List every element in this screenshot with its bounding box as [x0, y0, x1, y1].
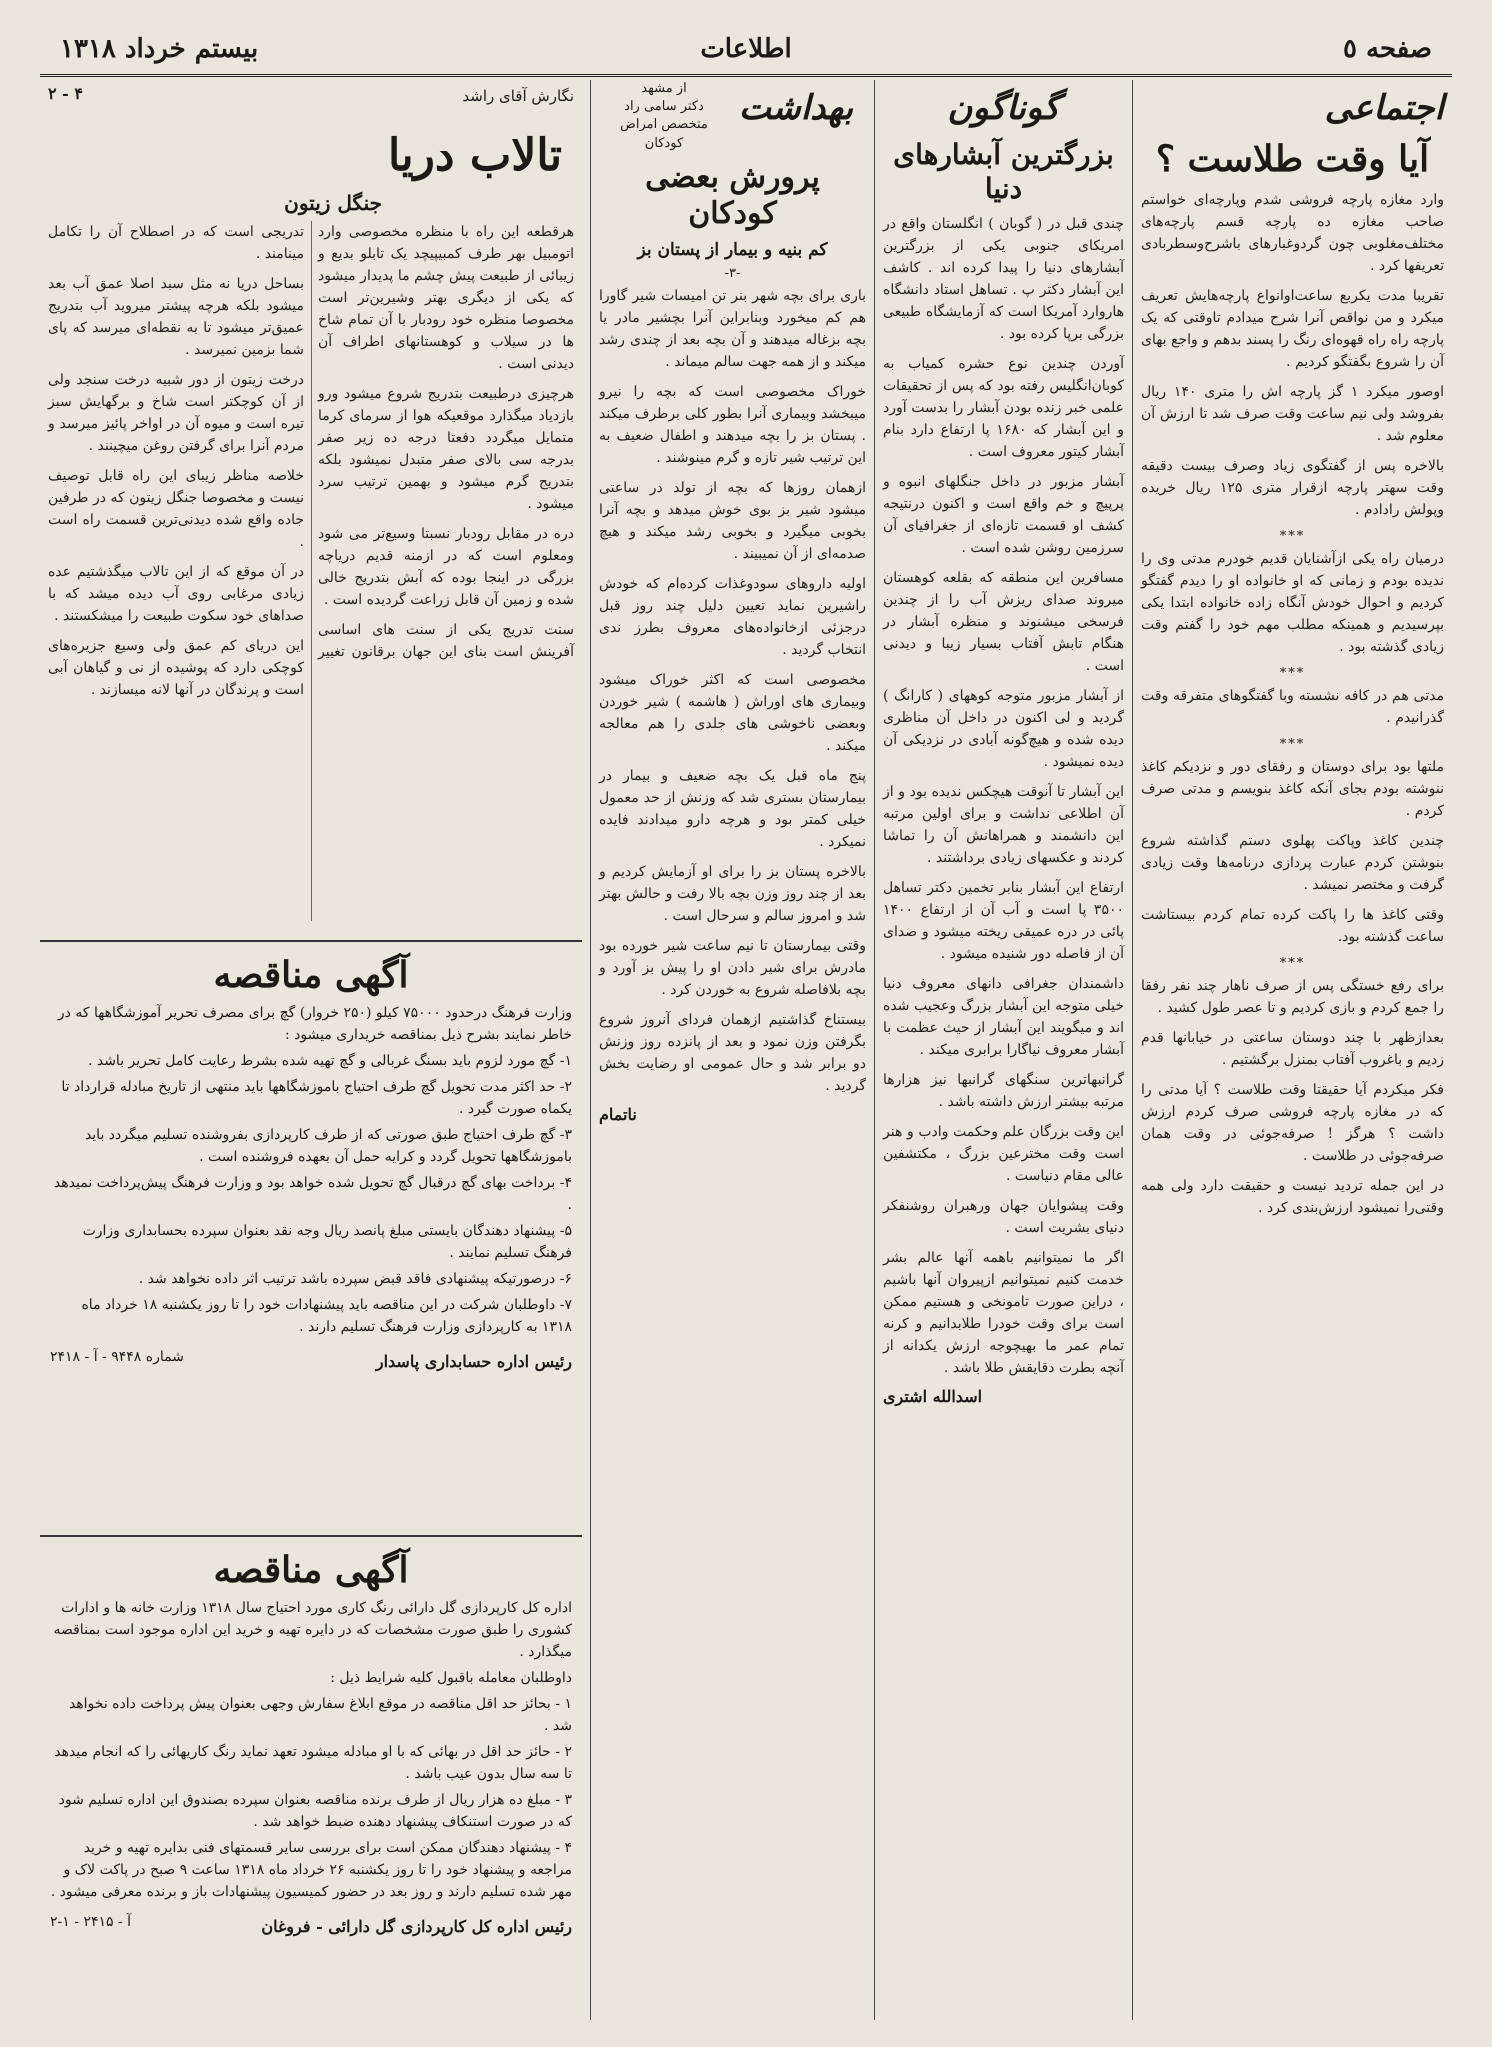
ad-footer [50, 1911, 572, 1937]
paragraph: بعدازظهر با چند دوستان ساعتی در خیابانها قدم زدیم و باغروب آفتاب بمنزل برگشتیم . [1141, 1030, 1444, 1069]
ad-items [50, 1667, 572, 1903]
ad-clause: ۵- پیشنهاد دهندگان بایستی مبلغ پانصد ریال وجه نقد بعنوان سپرده بحسابداری وزارت فرهنگ تسلیم نمایند . [82, 1223, 572, 1261]
ad-clause: ۲ - حائز حد اقل در بهائی که با او مبادله میشود تعهد نماید رنگ کاریهائی را که انجام میدهد تا سه سال بدون عیب باشد . [54, 1744, 572, 1782]
byline-title: متخصص امراض کودکان [620, 117, 708, 151]
ad-clause: ۱ - بحائز حد اقل مناقصه در موقع ابلاغ سفارش وجهی بعنوان پیش پرداخت داده نخواهد شد . [68, 1696, 572, 1734]
paragraph: اگر ما نمیتوانیم باهمه آنها عالم بشر خدمت کنیم نمیتوانیم ازپیروان آنها باشیم ، دراین صورت تامونخی و هستیم ممکن است برای وقت خودرا طلابدانیم و کرنه تمام عمر ما بهیچوجه ارزش یکدانه از آنچه بطرت دقایقش طلا باشد . [883, 1250, 1124, 1377]
ad-clause: ۳- گچ طرف احتیاج طبق صورتی که از طرف کارپردازی بفروشنده تسلیم میگردد باید باموزشگاهها تحویل گردد و کرایه حمل آن بعهده فروشنده است . [84, 1127, 572, 1165]
ad-clause: ۷- داوطلبان شرکت در این مناقصه باید پیشنهادات خود را تا روز یکشنبه ۱۸ خرداد ماه ۱۳۱۸ به کارپردازی وزارت فرهنگ تسلیم دارند . [81, 1297, 572, 1335]
paragraph: وقتی بیمارستان تا نیم ساعت شیر خورده بود مادرش برای شیر دادن او را پیش بز آورد و بچه بلافاصله شروع به خوردن کرد . [599, 938, 866, 998]
paragraph: دره در مقابل رودبار نسبتا وسیع‌تر می شود ومعلوم است که در ازمنه قدیم دریاچه بزرگی در اینجا بوده که آبش بتدریج خالی شده و زمین آن قابل زراعت گردیده است . [318, 525, 574, 608]
article-headline: آیا وقت طلاست ؟ [1155, 138, 1430, 180]
paragraph: درخت زیتون از دور شبیه درخت سنجد ولی از آن کوچکتر است شاخ و برگهایش سبز تیره است و میوه آن در اواخر پائیز میرسد و مردم آنرا برای گرفتن روغن میچینند . [48, 371, 304, 454]
paragraph: هرچیزی درطبیعت بتدریج شروع میشود ورو بازدیاد میگذارد موقعیکه هوا از سرمای کرما متمایل میگردد دفعتا درجه ده زیر صفر بدرجه سی بالای صفر متبدل نمیشود بلکه بتدریج گرم میشود و بهمین ترتیب سرد میشود . [318, 385, 574, 512]
ad-clause: ۱- گچ مورد لزوم باید بسنگ غربالی و گچ تهیه شده بشرط رعایت کامل تحریر باشد . [87, 1053, 572, 1069]
paragraph: مدتی هم در کافه نشسته وبا گفتگو‌های متفرقه وقت گذرانیدم . [1141, 688, 1444, 727]
paragraph: وقت پیشوایان جهان ورهبران روشنفکر دنیای بشریت است . [883, 1198, 1124, 1237]
section-separator: *** [1279, 666, 1306, 682]
ad-code: آ - ۲۴۱۵ - ۱-۲ [50, 1914, 132, 1930]
paragraph: گرانبهاترین سنگهای گرانبها نیز هزارها مرتبه بیشتر ارزش داشته باشد . [883, 1072, 1124, 1111]
paragraph: در این جمله تردید نیست و حقیقت دارد ولی همه وقتی‌را نمیشود ارزش‌بندی کرد . [1141, 1178, 1444, 1217]
ad-intro: اداره کل کارپردازی گل دارائی رنگ کاری مورد احتیاج سال ۱۳۱۸ وزارت خانه ها و ادارات کشوری را طبق صورت مشخصات که در دایره تهیه و خرید این اداره موجود است بمناقصه میگذارد . [53, 1600, 572, 1660]
paragraph: وقتی کاغذ ها را پاکت کرده تمام کردم بیستاشت ساعت گذشته بود. [1141, 907, 1444, 946]
paragraph: این دریای کم عمق ولی وسیع جزیره‌های کوچکی دارد که پوشیده از نی و گیاهان آبی است و پرندگان در آنها لانه میسازند . [48, 637, 304, 698]
continued-mark: ناتمام [599, 1105, 637, 1124]
ad-footer [50, 1346, 572, 1372]
paragraph: آوردن چندین نوع حشره کمیاب به کوبان‌انگلیس رفته بود که پس از تحقیقات علمی خبر زنده بودن آبشار را بدست آورد و این آبشار که ۱۶۸۰ پا ارتفاع دارد بنام آبشار کیتور معروف است . [883, 356, 1125, 461]
byline-author: دکتر سامی راد [624, 99, 704, 115]
section-kicker: گوناگون [947, 88, 1060, 128]
paper-name: اطلاعات [700, 34, 792, 64]
section-separator: *** [1279, 529, 1306, 545]
paragraph: این وقت بزرگان علم وحکمت وادب و هنر است وقت مخترعین بزرگ ، مکتشفین عالی مقام دنیاست . [883, 1124, 1124, 1185]
masthead [40, 28, 1452, 77]
pond-header [40, 80, 582, 120]
ad-clause: ۴ - پیشنهاد دهندگان ممکن است برای بررسی سایر قسمتهای فنی بدایره تهیه و خرید مراجعه و پیشنهاد خود را تا روز یکشنبه ۲۶ خرداد ماه ۱۳۱۸ ساعت ۹ صبح در پاکت لاک و مهر شده تسلیم دارند و روز بعد در حضور کمیسیون پیشنهادات باز و برنده معرفی میشود . [50, 1840, 572, 1900]
paragraph: فکر میکردم آیا حقیقتا وقت طلاست ؟ آیا مدتی را که در مغازه پارچه فروشی صرف کردم ارزش داشت ؟ هرگز ! صرفه‌جوئی در وقت همان صرفه‌جوئی در طلاست . [1141, 1082, 1444, 1165]
paragraph: ازهمان روزها که بچه از تولد در ساعتی میشود شیر بز بوی خوش میدهد و بچه آنرا بخوبی میگیرد و بخوبی رشد میکند و هیچ صدمه‌ای از آن نمیبیند . [599, 480, 866, 562]
article-body [883, 213, 1124, 1379]
section-kicker: اجتماعی [1324, 88, 1444, 128]
article-body [1141, 189, 1444, 1219]
article-subheadline: کم بنیه و بیمار از پستان بز [637, 240, 828, 260]
paragraph: هرقطعه این راه با منظره مخصوصی وارد اتومبیل بهر طرف کمبیپیچد یک تابلو بدیع و زیبائی از طبیعت پیش چشم ما پدیدار میشود که یکی از دیگری بهتر وشیرین‌تر است مخصوصا منظره خود رودبار با آن تمام شاخ ها در سیلاب و کوهستانهای اطراف آن دیدنی است . [318, 223, 574, 372]
ad-clause: ۳ - مبلغ ده هزار ریال از طرف برنده مناقصه بعنوان سپرده بصندوق این اداره تسلیم شود که در صورت استنکاف پیشنهاد دهنده ضبط خواهد شد . [58, 1792, 572, 1830]
article-subheadline: جنگل زیتون [284, 190, 382, 215]
paragraph: باری برای بچه شهر بنر تن امیسات شیر گاورا هم کم میخورد وبنابراین آنرا بچشیر مادر یا بچه بزغاله میدهند و آن بچه بعد از چندی رشد میکند و از همه جهت سالم میماند . [599, 288, 866, 370]
paragraph: اوصور میکرد ۱ گز پارچه اش را متری ۱۴۰ ریال بفروشد ولی نیم ساعت وقت صرف شد تا ارزش آن معلوم شد . [1141, 384, 1444, 445]
paragraph: اولیه داروهای سودوغذات کرده‌ام که خودش راشیرین نماید تعیین دلیل چند روز قبل درجزئی ازخانواده‌های معروف بطرز ندی انتخاب گردید . [599, 576, 866, 658]
paragraph: از آبشار مزبور متوجه کوههای ( کارانگ ) گردید و لی اکنون در داخل آن مناظری دیده شده و هیچ‌گونه آبادی در نزدیکی آن دیده نمیشود . [883, 688, 1124, 771]
paragraph: بالاخره پس از گفتگوی زیاد وصرف بیست دقیقه وقت سهتر پارچه ازقرار متری ۱۲۵ ریال خریده وپولش رادادم . [1141, 458, 1444, 519]
column-social [1132, 80, 1452, 2020]
health-byline [599, 80, 729, 153]
section-separator: *** [1279, 956, 1306, 972]
paragraph: تقریبا مدت یکربع ساعت‌اوانواع پارچه‌هایش تعریف میکرد و من نواقص آنرا شرح میدادم تاوقتی که یک پارچه راه راه قهوه‌ای رنگ را پسند بدهم و واجع بهای آن را شروع بگفتگو کردیم . [1141, 288, 1444, 371]
article-body [40, 221, 582, 921]
paragraph: وارد مغازه پارچه فروشی شدم وپارچه‌ای خواستم صاحب مغازه ده پارچه قسم پارچه‌های مختلف‌مغلوبی چون گردوغبارهای باشرح‌وسطربادی تعریفها کرد . [1141, 192, 1444, 275]
article-headline: بزرگترین آبشارهای دنیا [893, 138, 1114, 205]
ad-clause: ۶- درصورتیکه پیشنهادی فاقد قبض سپرده باشد ترتیب اثر داده نخواهد شد . [138, 1271, 572, 1287]
paragraph: بساحل دریا نه مثل سبد اصلا عمق آب بعد میشود بلکه هرچه پیشتر میروید آب بتدریج عمیق‌تر میشود تا به نقطه‌ای میرسد که پای شما بزمین نمیرسد . [48, 275, 304, 358]
article-pond [40, 80, 582, 960]
paragraph: داشمندان جغرافی دانهای معروف دنیا خیلی متوجه این آبشار بزرگ وعجیب شده اند و میگویند این آبشار از حیث عظمت با آبشار معروف نیاگارا برابری میکند . [883, 976, 1124, 1059]
article-headline: تالاب دریا [388, 130, 562, 181]
author-signature: اسدالله اشتری [883, 1387, 983, 1407]
paragraph: سنت تدریج یکی از سنت های اساسی آفرینش است بنای این جهان برقانون تغییر تدریجی است که در اصطلاح آن را تکامل مینامند . [48, 223, 574, 660]
part-number: -۳- [724, 266, 741, 281]
paragraph: آبشار مزبور در داخل جنگلهای انبوه و پرپیچ و خم واقع است و اکنون درنتیجه کشف او قسمت تازه‌ای از جغرافیای آن سرزمین روشن شده است . [883, 474, 1124, 557]
section-kicker: بهداشت [738, 88, 854, 128]
ad-clause: ۲- حد اکثر مدت تحویل گچ طرف احتیاج باموزشگاهها باید منتهی از تاریخ مبادله قرارداد تا یکماه صورت گیرد . [61, 1079, 572, 1117]
byline-from: از مشهد [641, 81, 687, 96]
paragraph: ارتفاع این آبشار بنابر تخمین دکتر تساهل ۳۵۰۰ پا است و آب آن از ارتفاع ۱۴۰۰ پائی در دره عمیقی ریخته میشود و صدای آن از فاصله دور شنیده میشود . [883, 880, 1124, 963]
paragraph: بیستناخ گذاشتیم ازهمان فردای آنروز شروع بگرفتن وزن نمود و بعد از پانزده روز وزنش دو برابر شد و حال عمومی او رضایت بخش گردید . [599, 1012, 866, 1094]
paragraph: مسافرین این منطقه که بقلعه کوهستان میروند صدای ریزش آب را از چندین فرسخی میشنوند و منظره آبشار در هنگام تابش آفتاب بسیار زیبا و دیدنی است . [883, 570, 1124, 675]
ad-title: آگهی مناقصه [213, 1549, 409, 1591]
ad-title: آگهی مناقصه [213, 954, 409, 996]
ad-intro: وزارت فرهنگ درحدود ۷۵۰۰۰ کیلو (۲۵۰ خروار) گچ برای مصرف تحریر آموزشگاهها که در خاطر نمایند بشرح ذیل بمناقصه خریداری میشود : [57, 1005, 572, 1043]
ad-clause: ۴- برداخت بهای گچ درقبال گچ تحویل شده خواهد بود و وزارت فرهنگ پیش‌پرداخت نمیدهد . [53, 1175, 572, 1213]
paragraph: پنج ماه قبل یک بچه ضعیف و بیمار در بیمارستان بستری شد که وزنش از حد معمول خیلی کمتر بود و هرچه دارو میدادند فایده نمیکرد . [599, 768, 866, 850]
ad-code: شماره ۹۴۴۸ - آ - ۲۴۱۸ [50, 1349, 184, 1365]
issue-date: بیستم خرداد ۱۳۱۸ [60, 34, 259, 64]
paragraph: در آن موقع که از این تالاب میگذشتیم عده زیادی مرغابی روی آب دیده میشد که با صداهای خود سکوت طبیعت را میشکستند . [48, 563, 304, 624]
paragraph: این آبشار تا آنوقت هیچکس ندیده بود و از آن اطلاعی نداشت و برای اولین مرتبه این دانشمند و همراهانش آن را تماشا کردند و عکسهای زیادی برداشتند . [883, 784, 1124, 867]
byline: نگارش آقای راشد [462, 87, 574, 105]
paragraph: خلاصه مناظر زیبای این راه قابل توصیف نیست و مخصوصا جنگل زیتون که در طرفین جاده واقع شده دیدنی‌ترین قسمت راه است . [48, 467, 304, 550]
tender-ad-2 [40, 1535, 582, 2020]
paragraph: بالاخره پستان بز را برای او آزمایش کردیم و بعد از چند روز وزن بچه بالا رفت و حالش بهتر شد و امروز سالم و سرحال است . [599, 864, 866, 924]
article-headline: پرورش بعضی کودکان [645, 160, 820, 231]
ad-signature: رئیس اداره حسابداری پاسدار [375, 1352, 572, 1371]
health-header [599, 80, 866, 150]
page-number: صفحه ٥ [1343, 34, 1432, 64]
paragraph: درمیان راه یکی ازآشنایان قدیم خودرم مدتی وی را ندیده بودم و زمانی که او خانواده او را دیدم گفتگو کردیم و احوال خودش آنگاه زاده خانواده ابتدا یکی بپرسیدیم و همینکه مطلب مهم خود را گفتم وقت زیادی گذشته بود . [1141, 551, 1444, 656]
column-health [590, 80, 874, 2020]
ad-clause: داوطلبان معامله باقبول کلیه شرایط ذیل : [330, 1670, 572, 1686]
paragraph: برای رفع خستگی پس از صرف ناهار چند نفر رفقا را جمع کردم و بازی کردیم و تا عصر طول کشید . [1141, 978, 1444, 1017]
ad-signature: رئیس اداره کل کارپردازی گل دارائی - فروغان [261, 1917, 572, 1936]
paragraph: خوراک مخصوصی است که بچه را نیرو میبخشد وبیماری آنرا بطور کلی برطرف میکند . پستان بز را بچه میدهند و اطفال ضعیف به این ترتیب شیر تازه و گرم مینوشند . [599, 384, 866, 466]
paragraph: ملتها بود برای دوستان و رفقای دور و نزدیکم کاغذ ننوشته بودم بجای آنکه کاغذ بنویسم و مدتی صرف کردم . [1141, 759, 1444, 820]
paragraph: مخصوصی است که اکثر خوراک میشود وبیماری های اوراش ( هاشمه ) شیر خوردن وبعضی ناخوشی های جلدی را هم معالجه میکند . [599, 672, 866, 754]
column-misc [874, 80, 1132, 2020]
paragraph: چندی قبل در ( گوبان ) انگلستان واقع در امریکای جنوبی یکی از بزرگترین آبشارهای دنیا را پیدا کرده اند . کاشف این آبشار دکتر پ . تساهل استاد دانشگاه هاروارد آمریکا است که آزمایشگاه طبیعی بزرگی برپا کرده بود . [883, 216, 1124, 343]
section-separator: *** [1279, 737, 1306, 753]
ad-items [50, 1050, 572, 1338]
paragraph: چندین کاغذ وپاکت پهلوی دستم گذاشته شروع بنوشتن کردم عبارت پردازی درنامه‌ها وقت زیادی گرفت و مختصر نمیشد . [1141, 833, 1444, 894]
article-body [599, 285, 866, 1097]
page-code: ۴ - ۲ [48, 84, 83, 103]
tender-ad-1 [40, 940, 582, 1530]
